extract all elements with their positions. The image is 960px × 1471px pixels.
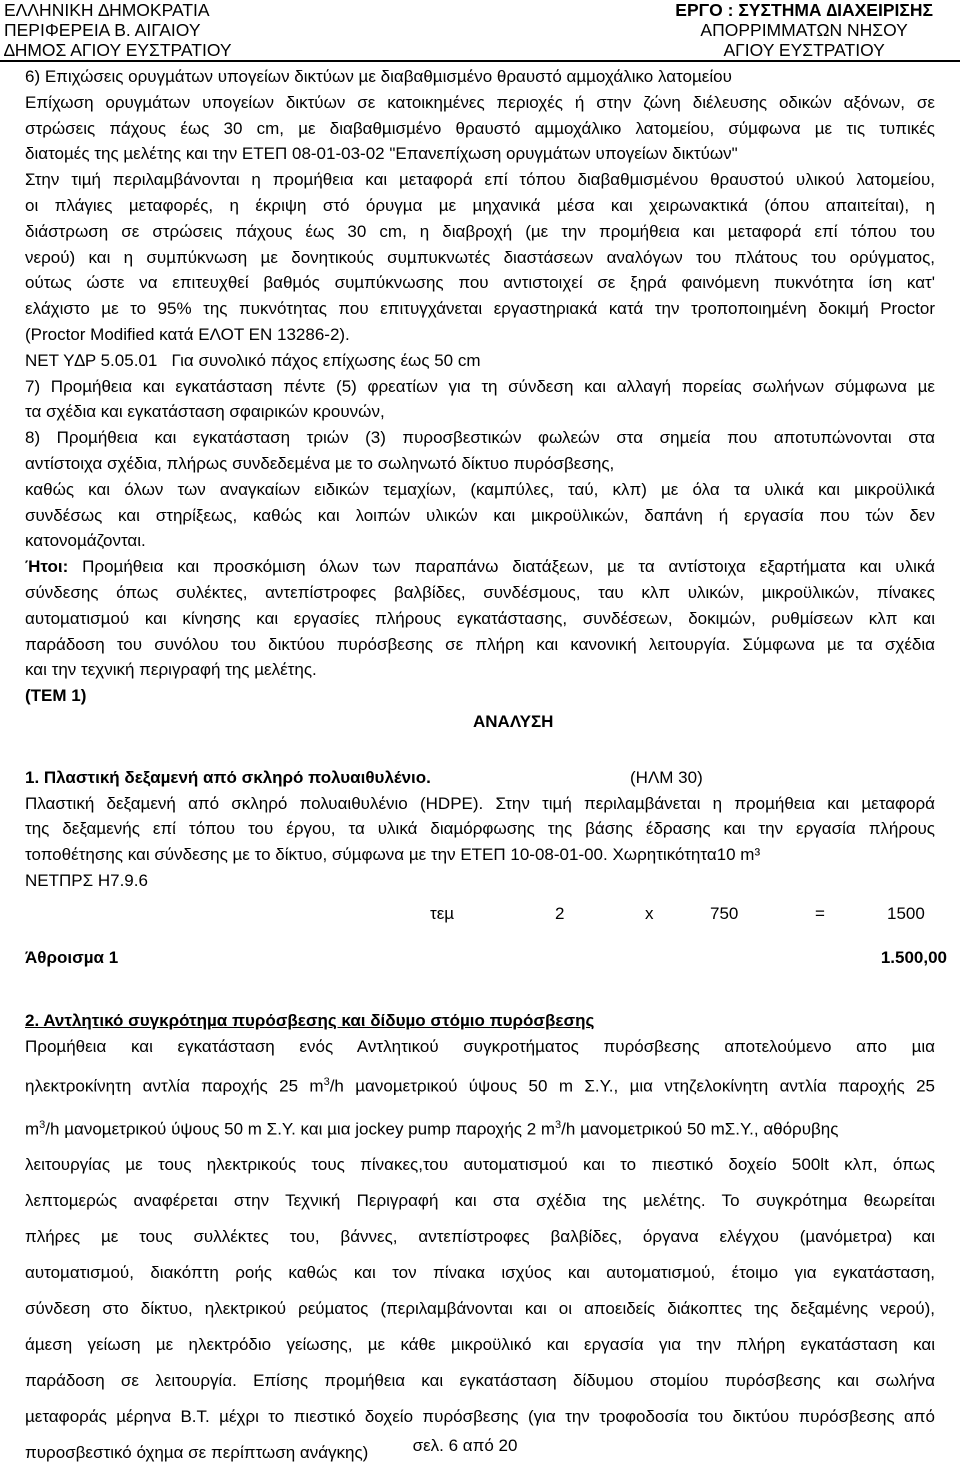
text-line: καθώς και όλων των αναγκαίων ειδικών τεµαχίων, (καµπύλες, ταύ, κλπ) µε όλα τα υλικά και µικροϋλικά [25, 479, 935, 499]
text-line: παράδοση σε λειτουργία. Επίσης προµήθεια και εγκατάσταση δίδυµου στοµίου πυρόσβεσης και σωλήνα [25, 1370, 935, 1390]
text-line: ΝΕΤΠΡΣ Η7.9.6 [25, 870, 148, 890]
text-line: Προµήθεια και εγκατάσταση ενός Αντλητικού συγκροτήµατος πυρόσβεσης αποτελούµενο απο µια [25, 1036, 935, 1056]
text-line: 7) Προµήθεια και εγκατάσταση πέντε (5) φρεατίων για τη σύνδεση και αλλαγή πορείας σωλήνων σύµφωνα µε [25, 376, 935, 396]
text-line: (Proctor Modified κατά ΕΛΟΤ ΕΝ 13286-2). [25, 324, 350, 344]
text-line: αυτοµατισµού, διακόπτη ροής καθώς και τον πίνακα ισχύος και αυτοµατισµού, έτοιµο για εγκατάσταση, [25, 1262, 935, 1282]
paragraph-7 [25, 374, 935, 426]
text-line: 6) Επιχώσεις ορυγµάτων υπογείων δικτύων µε διαβαθµισµένο θραυστό αµµοχάλικο λατοµείου [25, 67, 732, 86]
text-line: νερού) και η συµπύκνωση µε δονητικούς συµπυκνωτές διαστάσεων αναλόγων του πλάτους του ορύγµατος, [25, 247, 935, 267]
text-line: Επίχωση ορυγµάτων υπογείων δικτύων σε κατοικηµένες περιοχές ή στην ζώνη διέλευσης οδικών αξόνων, σε [25, 92, 935, 112]
text-line: και την τεχνική περιγραφή της µελέτης. [25, 660, 317, 680]
text-line: συνδέσως και στηρίξεως, καθώς και λοιπών υλικών και µικροϋλικών, δαπάνη ή εργασία που τών δεν [25, 505, 935, 525]
text-line: µεταφοράς µέρηνα Β.Τ. µέχρι το πιεστικό δοχείο πυρόσβεσης (για την τροφοδοσία του δικτύου πυρόσβεσης από [25, 1406, 935, 1426]
calc-total: 1500 [887, 903, 925, 923]
item-1 [25, 765, 947, 982]
text-line: Στην τιµή περιλαµβάνονται η προµήθεια και µεταφορά επί τόπου διαβαθµισµένου θραυστού υλικού λατοµείου, [25, 170, 935, 190]
text-line: πυροσβεστικό όχηµα σε περίπτωση ανάγκης) [25, 1442, 369, 1462]
item-1-title: 1. Πλαστική δεξαµενή από σκληρό πολυαιθυλένιο. [25, 767, 431, 787]
item-2-title: 2. Αντλητικό συγκρότηµα πυρόσβεσης και δίδυµο στόµιο πυρόσβεσης [25, 1010, 595, 1030]
superscript: 3 [39, 1118, 46, 1131]
text-line: διάστρωση σε στρώσεις πάχους έως 30 cm, η διαβροχή (µε την προµήθεια και µεταφορά επί τόπου του [25, 221, 935, 241]
text-span: /h µανοµετρικού ύψους 50 m Σ.Υ. και µια jockey pump παροχής 2 m [45, 1119, 556, 1139]
text-line: άµεση γείωση µε ηλεκτρόδιο γείωσης, µε κάθε µικροϋλικό και εργασία για την πλήρη εγκατάσταση και [25, 1334, 935, 1354]
item-1-title-row [25, 765, 935, 791]
header-right-line: ΑΠΟΡΡΙΜΜΑΤΩΝ ΝΗΣΟΥ [700, 20, 908, 40]
analysis-title: ΑΝΑΛΥΣΗ [473, 711, 554, 731]
header-left-line: ∆ΗΜΟΣ ΑΓΙΟΥ ΕΥΣΤΡΑΤΙΟΥ [4, 40, 232, 60]
header-right-line: ΑΓΙΟΥ ΕΥΣΤΡΑΤΙΟΥ [723, 40, 885, 60]
sum-label: Άθροισµα 1 [25, 947, 119, 967]
calc-unit: τεµ [430, 903, 455, 923]
text-line: παράδοση του συνόλου του δικτύου πυρόσβεσης σε πλήρη και κανονική λειτουργία. Σύµφωνα µε τα σχέδια [25, 634, 935, 654]
text-line: ελάχιστο µε το 95% της πυκνότητας που επιτυγχάνεται εργαστηριακά κατά την τροποποιηµένη δοκιµή Proctor [25, 299, 935, 319]
text-line [25, 1059, 935, 1104]
spacer [25, 982, 935, 1008]
text-line: ΝΕΤ Υ∆Ρ 5.05.01 Για συνολικό πάχος επίχωσης έως 50 cm [25, 350, 481, 370]
text-line: σύνδεση στο δίκτυο, ηλεκτρικού ρεύµατος (περιλαµβάνονται και οι αποειδείς διάκοπτες της δεξαµένης νερού), [25, 1298, 935, 1318]
text-span: /h µανοµετρικού 50 mΣ.Υ., αθόρυβης [561, 1119, 839, 1139]
spacer [25, 735, 935, 765]
text-line: 8) Προµήθεια και εγκατάσταση τριών (3) πυροσβεστικών φωλεών στα σηµεία που αποτυπώνονται στα [25, 428, 935, 448]
text-line: οι πλάγιες µεταφορές, η έκριψη στό όρυγµα µε µηχανικά µέσα και χειρωνακτικά (όπου απαιτείται), η [25, 195, 935, 215]
calc-quantity: 2 [555, 903, 565, 923]
header-project [675, 0, 933, 60]
text-line: ούτως ώστε να επιτευχθεί βαθµός συµπύκνωσης που αντιστοιχεί σε ξηρά φαινόµενη πυκνότητα ίση κατ' [25, 273, 935, 293]
item-1-code: (ΗΛΜ 30) [630, 767, 703, 787]
text-line: λειτουργίας µε τους ηλεκτρικούς τους πίνακες,του αυτοµατισµού και το πιεστικό δοχείο 500lt κλπ, όπως [25, 1154, 935, 1174]
header-left-line: ΕΛΛΗΝΙΚΗ ∆ΗΜΟΚΡΑΤΙΑ [4, 0, 210, 20]
page-number: σελ. 6 από 20 [412, 1436, 518, 1455]
paragraph-8 [25, 425, 935, 554]
paragraph-itoi [25, 554, 935, 683]
header-right-line: ΕΡΓΟ : ΣΥΣΤΗΜΑ ∆ΙΑΧΕΙΡΙΣΗΣ [675, 0, 933, 20]
header-authority [4, 0, 232, 60]
tem-label: (ΤΕΜ 1) [25, 686, 87, 706]
text-line: λεπτοµερώς αναφέρεται στην Τεχνική Περιγραφή και στα σχέδια της µελέτης. Το συγκρότηµα θεωρείται [25, 1190, 935, 1210]
text-line: Πλαστική δεξαµενή από σκληρό πολυαιθυλένιο (HDPE). Στην τιµή περιλαµβάνεται η προµήθεια και µεταφορά [25, 793, 935, 813]
text-span: /h µανοµετρικού ύψους 50 m Σ.Υ., µια ντηζελοκίνητη αντλία παροχής 25 [329, 1076, 935, 1096]
text-line: τα σχέδια και εγκατάσταση σφαιρικών κρουνών, [25, 402, 385, 422]
text-span: m [25, 1119, 40, 1139]
text-line: αυτοµατισµού και κίνησης και εργασίες πλήρους εγκατάστασης, συνδέσεων, δοκιµών, ρυθµίσεων κλπ και [25, 608, 935, 628]
text-line [25, 1104, 935, 1147]
text-line: κατονοµάζονται. [25, 531, 146, 551]
text-line: σύνδεσης όπως συλέκτες, αντεπίστροφες βαλβίδες, συνδέσµους, ταυ κλπ υλικών, µικροϋλικών, πίνακες [25, 582, 935, 602]
superscript: 3 [555, 1118, 562, 1131]
text-line: αντίστοιχα σχέδια, πλήρως συνδεδεµένα µε το σωληνωτό δίκτυο πυρόσβεσης, [25, 453, 615, 473]
itoi-label: Ήτοι: [25, 557, 69, 577]
calc-operator: x [645, 903, 654, 923]
document-body [25, 64, 947, 1471]
superscript: 3 [323, 1076, 330, 1089]
text-span: ηλεκτροκίνητη αντλία παροχής 25 m [25, 1076, 324, 1096]
text-line: στρώσεις πάχους έως 30 cm, µε διαβαθµισµένο θραυστό αµµοχάλικο λατοµείου, σύµφωνα µε τις τυπικές [25, 118, 935, 138]
item-2 [25, 1008, 935, 1471]
page-header [0, 0, 960, 62]
text-line: διατοµές της µελέτης και την ΕΤΕΠ 08-01-03-02 "Επανεπίχωση ορυγµάτων υπογείων δικτύων" [25, 144, 738, 164]
text-line [25, 554, 935, 580]
text-line: πλήρες µε τους συλλέκτες του, βάννες, αντεπίστροφες βαλβίδες, όργανα ελέγχου (µανόµετρα) και [25, 1226, 935, 1246]
sum-value: 1.500,00 [880, 947, 947, 967]
paragraph-6 [25, 64, 935, 374]
item-1-sum [25, 940, 947, 982]
calc-price: 750 [710, 903, 739, 923]
itoi-text: Προµήθεια και προσκόµιση όλων των παραπάνω διατάξεων, µε τα αντίστοιχα εξαρτήµατα και υλικά [68, 557, 935, 577]
header-left-line: ΠΕΡΙΦΕΡΕΙΑ Β. ΑΙΓΑΙΟΥ [4, 20, 201, 40]
text-line: τοποθέτησης και σύνδεσης µε το δίκτυο, σύµφωνα µε την ΕΤΕΠ 10-08-01-00. Χωρητικότητα10 m³ [25, 845, 761, 865]
item-1-calculation [25, 894, 935, 940]
text-line: της δεξαµενής επί τόπου του έργου, τα υλικά διαµόρφωσης της βάσης έδρασης και την εργασία πλήρους [25, 819, 935, 839]
calc-equals: = [815, 903, 825, 923]
